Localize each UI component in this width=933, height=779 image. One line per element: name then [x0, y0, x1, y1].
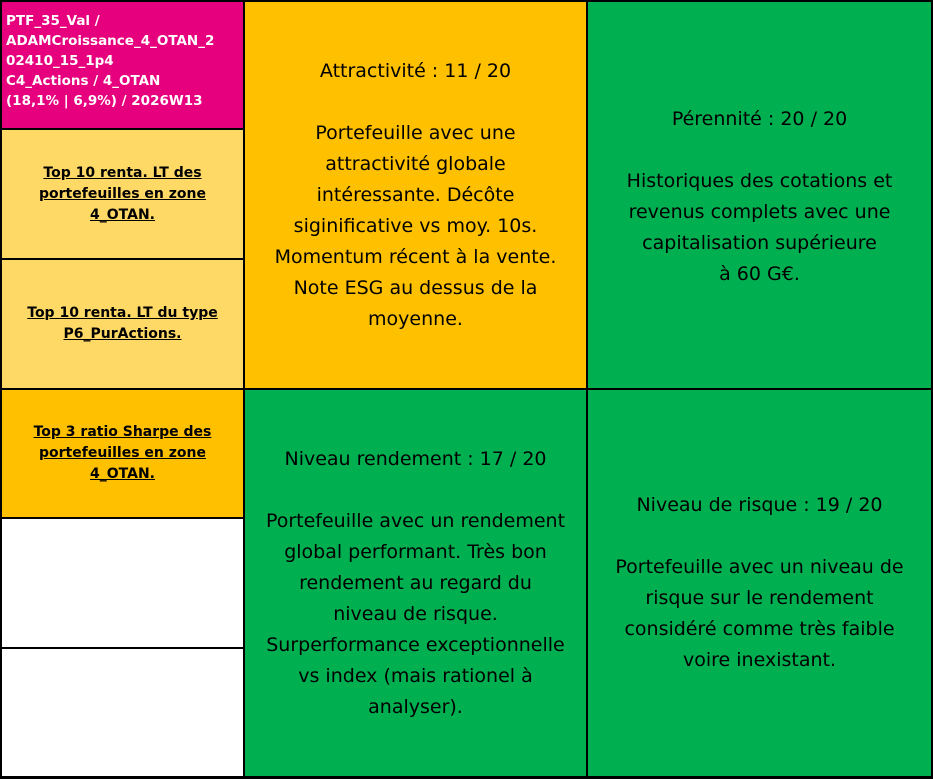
empty-cell — [2, 519, 243, 647]
rendement-line: rendement au regard du — [299, 571, 532, 594]
rendement-line: niveau de risque. — [333, 602, 498, 625]
attractivite-line: intéressante. Décôte — [316, 183, 515, 206]
risque-line: risque sur le rendement — [645, 587, 874, 609]
attractivite-line: siginificative vs moy. 10s. — [293, 214, 538, 237]
header-line: (18,1% | 6,9%) / 2026W13 — [6, 93, 203, 109]
attractivite-line: Portefeuille avec une — [315, 121, 516, 144]
top-sharpe-cell — [2, 390, 243, 517]
header-line: 02410_15_1p4 — [6, 53, 114, 69]
attractivite-cell — [245, 2, 586, 388]
risque-line: voire inexistant. — [683, 649, 836, 671]
top-sharpe-label: Top 3 ratio Sharpe des portefeuilles en zone 4_OTAN. — [33, 424, 212, 482]
attractivite-line: Note ESG au dessus de la — [293, 276, 538, 299]
top-ranking-type-label: Top 10 renta. LT du type P6_PurActions. — [27, 305, 218, 342]
top-ranking-type-cell — [2, 260, 243, 388]
header-line: PTF_35_Val / — [6, 13, 100, 29]
attractivite-line: moyenne. — [368, 307, 463, 330]
attractivite-line: attractivité globale — [325, 152, 506, 175]
attractivite-title: Attractivité : 11 / 20 — [319, 59, 512, 82]
top-ranking-zone-cell — [2, 130, 243, 258]
rendement-line: Surperformance exceptionnelle — [266, 633, 565, 656]
rendement-title: Niveau rendement : 17 / 20 — [284, 447, 547, 470]
perennite-line: capitalisation supérieure — [642, 232, 877, 254]
perennite-line: à 60 G€. — [719, 263, 800, 285]
header-line: C4_Actions / 4_OTAN — [6, 73, 161, 89]
top-ranking-zone-label: Top 10 renta. LT des portefeuilles en zone 4_OTAN. — [39, 164, 206, 223]
perennite-line: revenus complets avec une — [628, 201, 891, 223]
rendement-cell — [245, 390, 586, 776]
rendement-line: analyser). — [368, 695, 463, 718]
perennite-cell — [588, 2, 931, 388]
risque-title: Niveau de risque : 19 / 20 — [636, 494, 883, 516]
rendement-line: Portefeuille avec un rendement — [265, 509, 566, 532]
attractivite-line: Momentum récent à la vente. — [274, 245, 557, 268]
portfolio-header — [2, 2, 243, 128]
rendement-line: vs index (mais rationel à — [298, 664, 533, 687]
header-line: ADAMCroissance_4_OTAN_2 — [6, 33, 215, 49]
risque-line: Portefeuille avec un niveau de — [615, 556, 904, 578]
risque-line: considéré comme très faible — [624, 618, 895, 640]
perennite-line: Historiques des cotations et — [626, 170, 893, 192]
rendement-line: global performant. Très bon — [284, 540, 547, 563]
empty-cell — [2, 649, 243, 776]
risque-cell — [588, 390, 931, 776]
perennite-title: Pérennité : 20 / 20 — [671, 108, 848, 130]
